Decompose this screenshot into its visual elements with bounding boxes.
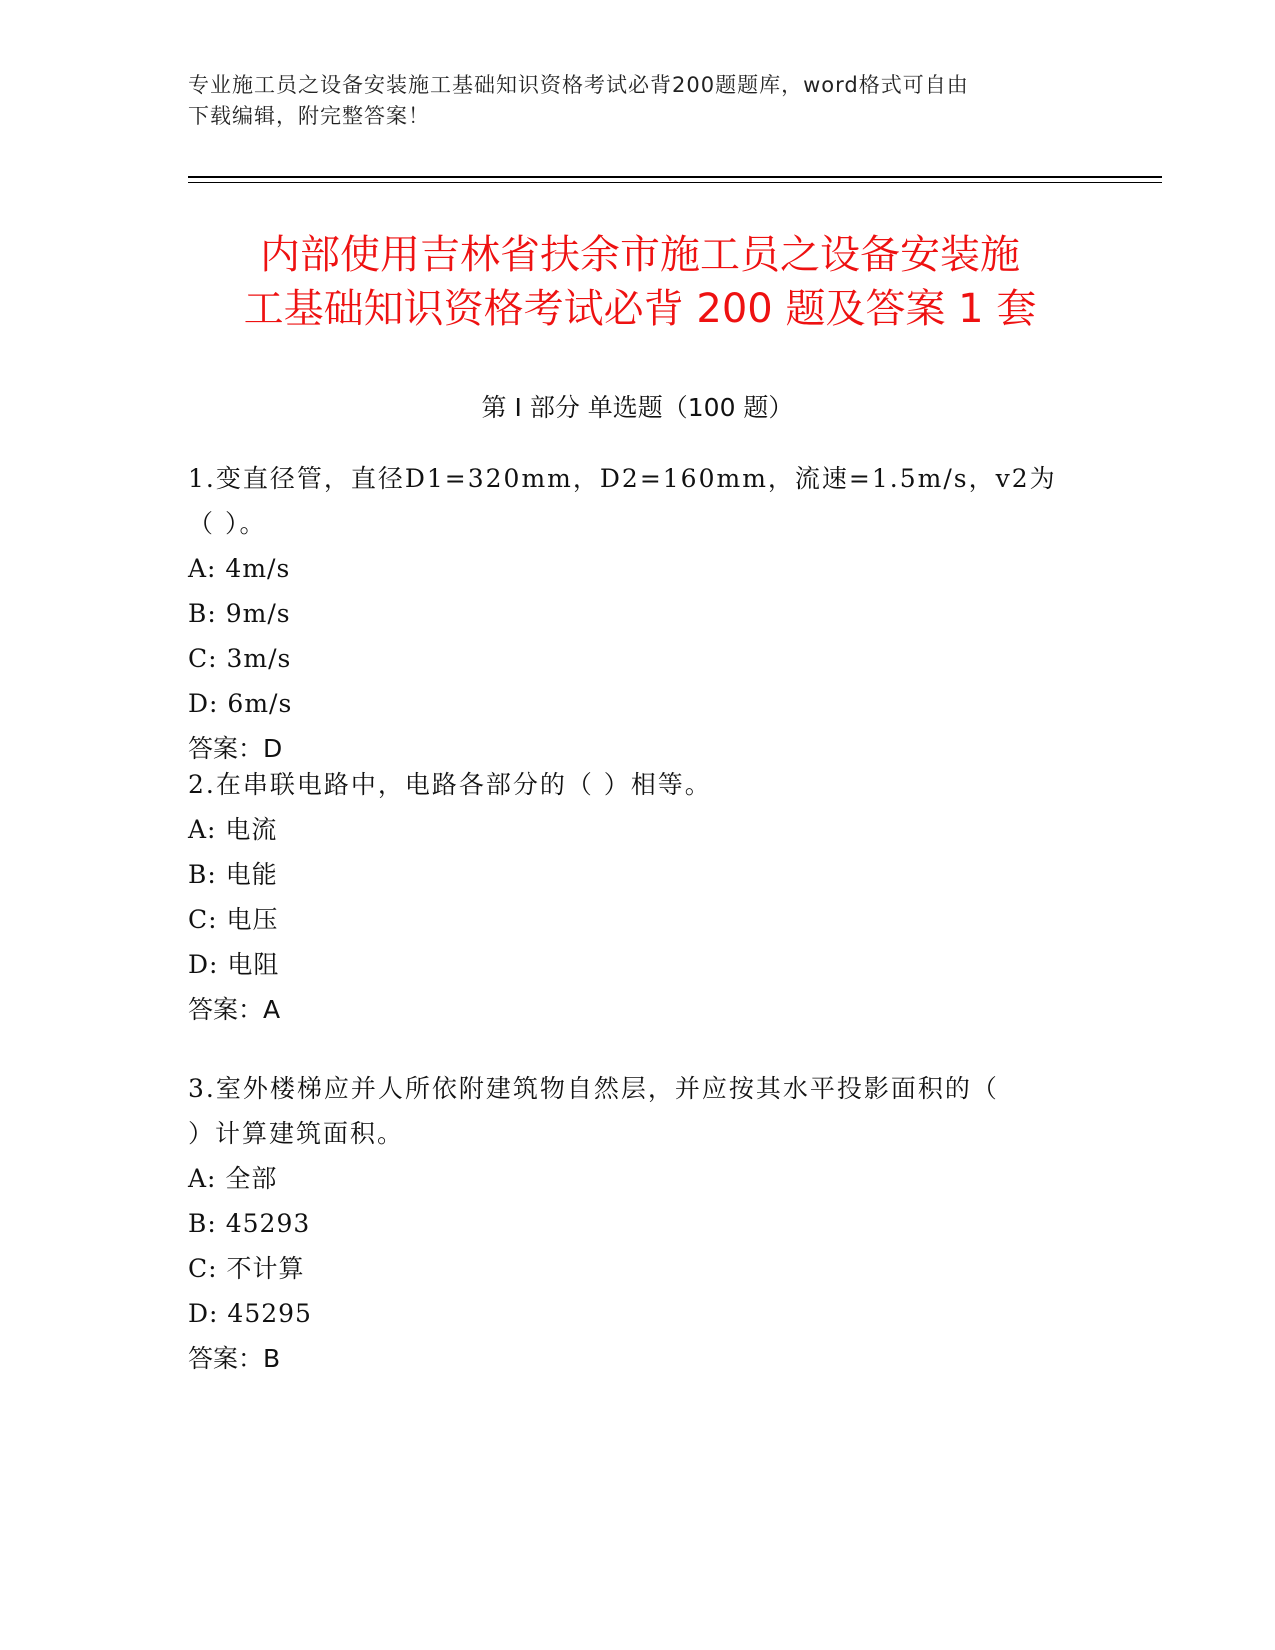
option-a: A: 电流 — [188, 815, 278, 844]
option-d: D: 6m/s — [188, 689, 293, 718]
option-c: C: 电压 — [188, 905, 279, 934]
option-b: B: 9m/s — [188, 599, 291, 628]
question-3 — [188, 1066, 1068, 1381]
question-stem: 1.变直径管，直径D1=320mm，D2=160mm，流速=1.5m/s，v2为（ ）。 — [188, 464, 1057, 538]
option-b: B: 电能 — [188, 860, 278, 889]
title-line-2: 工基础知识资格考试必背 200 题及答案 1 套 — [243, 286, 1037, 332]
answer: 答案：A — [188, 995, 281, 1024]
page-title — [190, 228, 1090, 336]
question-stem: 2.在串联电路中，电路各部分的（ ）相等。 — [188, 770, 712, 799]
question-stem-line-2: ）计算建筑面积。 — [188, 1119, 405, 1148]
question-2 — [188, 762, 1068, 1032]
option-a: A: 4m/s — [188, 554, 291, 583]
option-d: D: 45295 — [188, 1299, 312, 1328]
question-1 — [188, 456, 1068, 771]
header-divider-thick — [188, 176, 1162, 178]
document-header — [188, 70, 1088, 132]
header-line-2: 下载编辑，附完整答案！ — [188, 104, 430, 128]
option-b: B: 45293 — [188, 1209, 311, 1238]
section-heading: 第 I 部分 单选题（100 题） — [481, 393, 794, 422]
title-line-1: 内部使用吉林省扶余市施工员之设备安装施 — [260, 232, 1020, 278]
answer: 答案：D — [188, 734, 283, 763]
answer: 答案：B — [188, 1344, 281, 1373]
option-c: C: 3m/s — [188, 644, 292, 673]
option-c: C: 不计算 — [188, 1254, 305, 1283]
option-d: D: 电阻 — [188, 950, 280, 979]
option-a: A: 全部 — [188, 1164, 278, 1193]
header-divider-thin — [188, 182, 1162, 183]
question-stem-line-1: 3.室外楼梯应并人所依附建筑物自然层，并应按其水平投影面积的（ — [188, 1074, 999, 1103]
header-line-1: 专业施工员之设备安装施工基础知识资格考试必背200题题库，word格式可自由 — [188, 73, 969, 97]
